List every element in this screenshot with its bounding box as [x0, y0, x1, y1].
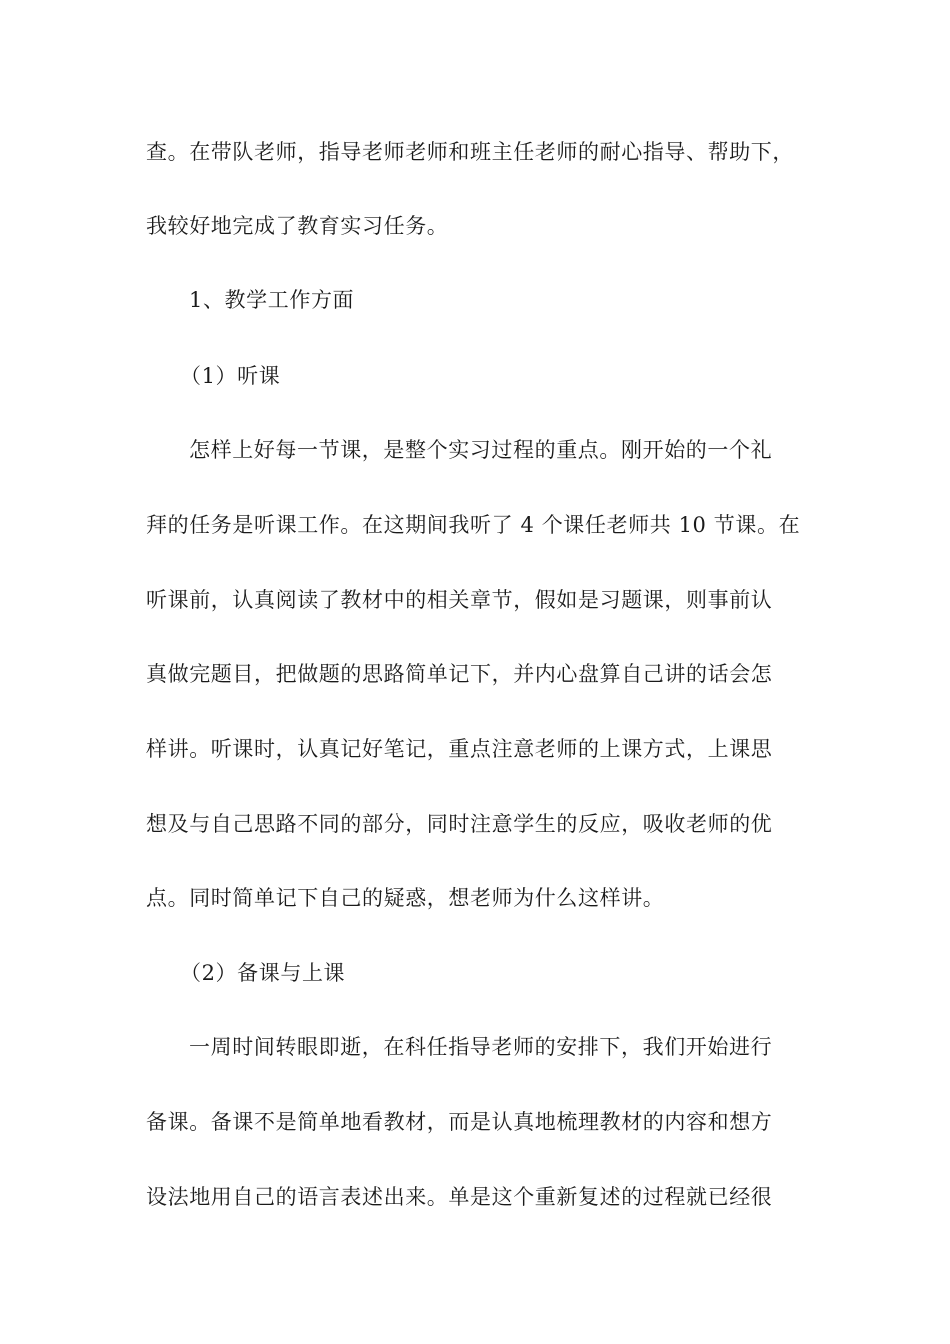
paragraph-line: 一周时间转眼即逝，在科任指导老师的安排下，我们开始进行	[189, 1035, 773, 1059]
paragraph-line: 想及与自己思路不同的部分，同时注意学生的反应，吸收老师的优	[146, 812, 773, 836]
paragraph-line: 拜的任务是听课工作。在这期间我听了 4 个课任老师共 10 节课。在	[146, 513, 801, 537]
paragraph-line: 点。同时简单记下自己的疑惑，想老师为什么这样讲。	[146, 886, 665, 910]
paragraph-line: 真做完题目，把做题的思路简单记下，并内心盘算自己讲的话会怎	[146, 662, 773, 686]
paragraph-line: 听课前，认真阅读了教材中的相关章节，假如是习题课，则事前认	[146, 588, 773, 612]
section-heading: 1、教学工作方面	[189, 288, 355, 312]
paragraph-line: 样讲。听课时，认真记好笔记，重点注意老师的上课方式，上课思	[146, 737, 773, 761]
paragraph-line: 备课。备课不是简单地看教材，而是认真地梳理教材的内容和想方	[146, 1110, 773, 1134]
subsection-heading: （1）听课	[180, 364, 281, 388]
paragraph-line: 怎样上好每一节课，是整个实习过程的重点。刚开始的一个礼	[189, 438, 773, 462]
subsection-heading: （2）备课与上课	[180, 961, 346, 985]
paragraph-line: 查。在带队老师，指导老师老师和班主任老师的耐心指导、帮助下，	[146, 140, 794, 164]
paragraph-line: 我较好地完成了教育实习任务。	[146, 214, 449, 238]
paragraph-line: 设法地用自己的语言表述出来。单是这个重新复述的过程就已经很	[146, 1185, 773, 1209]
